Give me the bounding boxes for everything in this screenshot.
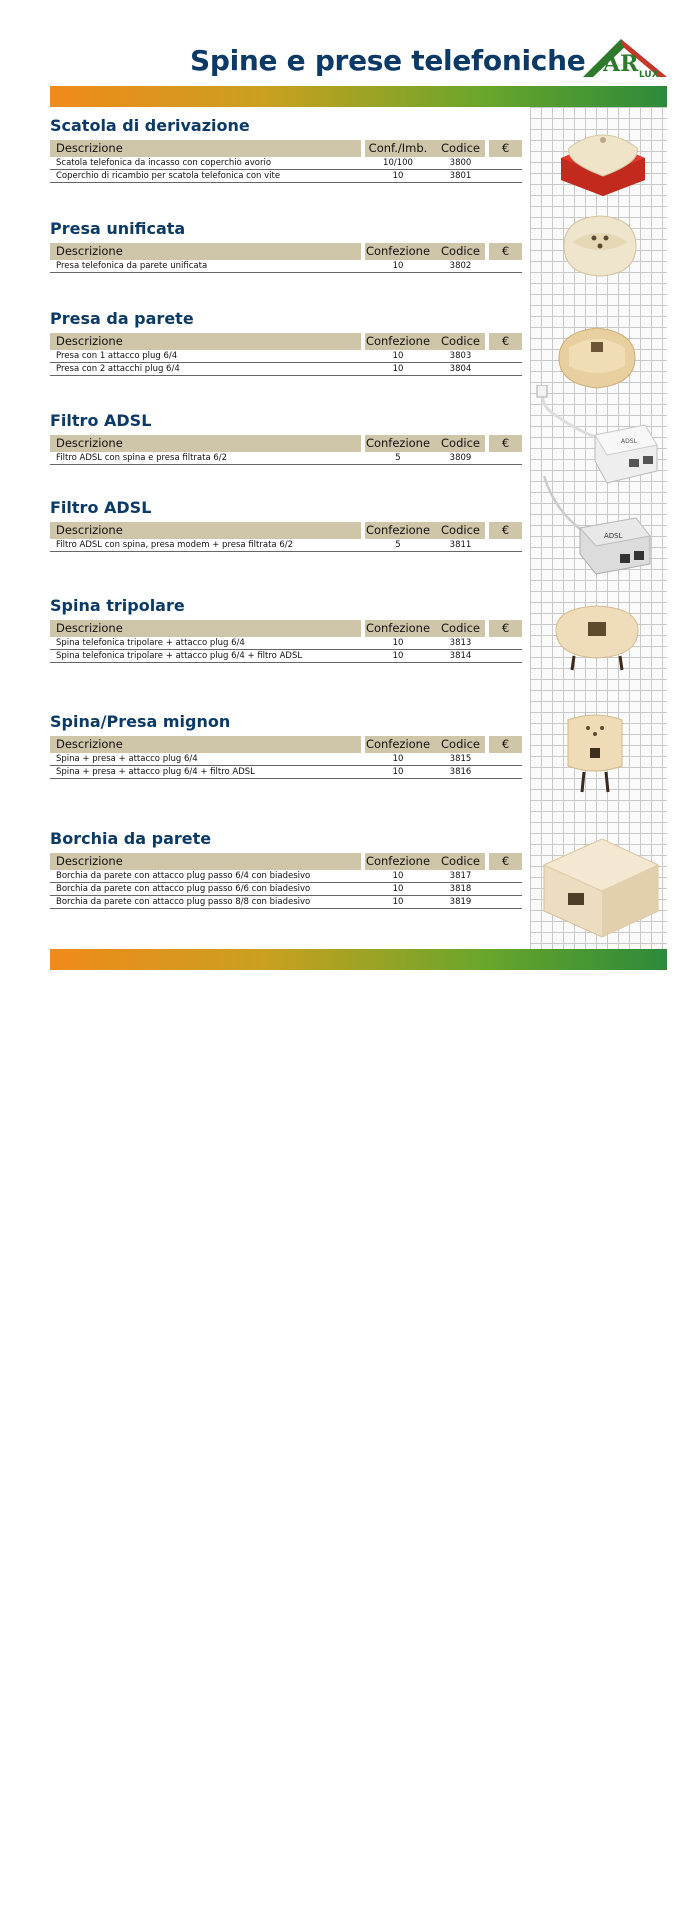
section-title: Filtro ADSL — [50, 498, 152, 517]
section-spina-tripolare — [50, 595, 522, 663]
table-row: Spina telefonica tripolare + attacco plug 6/4 10 3813 — [50, 637, 522, 650]
table-row: Filtro ADSL con spina e presa filtrata 6/2 5 3809 — [50, 452, 522, 465]
section-title: Scatola di derivazione — [50, 116, 250, 135]
logo-text: LUX — [639, 70, 659, 80]
column-header-euro: € — [489, 333, 522, 350]
table-header — [50, 243, 522, 260]
table-row: Filtro ADSL con spina, presa modem + presa filtrata 6/2 5 3811 — [50, 539, 522, 552]
table-header — [50, 333, 522, 350]
column-header-euro: € — [489, 736, 522, 753]
column-header-descrizione: Descrizione — [50, 140, 361, 157]
section-scatola-di-derivazione — [50, 115, 522, 183]
column-header-euro: € — [489, 435, 522, 452]
page-number: 69 — [611, 1901, 627, 1914]
table-header — [50, 736, 522, 753]
section-filtro-adsl — [50, 410, 522, 465]
column-header-codice: Codice — [436, 853, 485, 870]
column-header-confezione: Confezione — [365, 243, 483, 260]
column-header-codice: Codice — [436, 522, 485, 539]
logo-letters: AR — [603, 51, 639, 77]
table-row: Presa telefonica da parete unificata 10 3802 — [50, 260, 522, 273]
column-header-descrizione: Descrizione — [50, 243, 361, 260]
column-header-descrizione: Descrizione — [50, 620, 361, 637]
table-header — [50, 140, 522, 157]
table-header — [50, 522, 522, 539]
section-title: Spina/Presa mignon — [50, 712, 231, 731]
table-header — [50, 435, 522, 452]
column-header-confezione: Confezione — [365, 736, 483, 753]
column-header-codice: Codice — [436, 243, 485, 260]
section-filtro-adsl-modem — [50, 497, 522, 552]
brand-logo — [579, 33, 671, 81]
section-borchia-da-parete — [50, 828, 522, 909]
column-header-descrizione: Descrizione — [50, 333, 361, 350]
column-header-codice: Codice — [436, 736, 485, 753]
table-row: Presa con 2 attacchi plug 6/4 10 3804 — [50, 363, 522, 376]
tripolar-plug-image — [552, 600, 642, 672]
section-title: Filtro ADSL — [50, 411, 152, 430]
adsl-modem-filter-image — [540, 472, 660, 582]
column-header-codice: Codice — [436, 333, 485, 350]
adsl-label-large: ADSL — [604, 532, 623, 540]
column-header-euro: € — [489, 620, 522, 637]
section-title: Presa unificata — [50, 219, 186, 238]
column-header-euro: € — [489, 140, 522, 157]
section-title: Spina tripolare — [50, 596, 185, 615]
column-header-codice: Codice — [436, 435, 485, 452]
mignon-socket-image — [560, 710, 630, 795]
section-title: Presa da parete — [50, 309, 194, 328]
section-title: Borchia da parete — [50, 829, 212, 848]
section-presa-unificata — [50, 218, 522, 273]
column-header-codice: Codice — [436, 140, 485, 157]
table-row: Spina + presa + attacco plug 6/4 + filtro ADSL 10 3816 — [50, 766, 522, 779]
table-row: Borchia da parete con attacco plug passo 8/8 con biadesivo 10 3819 — [50, 896, 522, 909]
column-header-confezione: Confezione — [365, 522, 483, 539]
column-header-confezione: Confezione — [365, 333, 483, 350]
section-spina-presa-mignon — [50, 711, 522, 779]
adsl-label-small: ADSL — [621, 438, 637, 445]
junction-box-image — [555, 118, 650, 198]
column-header-euro: € — [489, 243, 522, 260]
column-header-confezione: Confezione — [365, 435, 483, 452]
column-header-confezione: Confezione — [365, 853, 483, 870]
table-row: Spina telefonica tripolare + attacco plug 6/4 + filtro ADSL 10 3814 — [50, 650, 522, 663]
column-header-descrizione: Descrizione — [50, 853, 361, 870]
column-header-confezione: Confezione — [365, 620, 483, 637]
table-header — [50, 620, 522, 637]
header-bar — [50, 86, 667, 107]
unified-socket-image — [560, 210, 640, 280]
wall-socket-image — [555, 318, 640, 390]
table-row: Scatola telefonica da incasso con coperchio avorio 10/100 3800 — [50, 157, 522, 170]
table-row: Spina + presa + attacco plug 6/4 10 3815 — [50, 753, 522, 766]
table-row: Borchia da parete con attacco plug passo 6/6 con biadesivo 10 3818 — [50, 883, 522, 896]
table-row: Borchia da parete con attacco plug passo 6/4 con biadesivo 10 3817 — [50, 870, 522, 883]
column-header-codice: Codice — [436, 620, 485, 637]
column-header-descrizione: Descrizione — [50, 435, 361, 452]
section-presa-da-parete — [50, 308, 522, 376]
footer-bar — [50, 949, 667, 1914]
wall-box-image — [538, 825, 663, 943]
table-row: Coperchio di ricambio per scatola telefonica con vite 10 3801 — [50, 170, 522, 183]
column-header-euro: € — [489, 853, 522, 870]
table-row: Presa con 1 attacco plug 6/4 10 3803 — [50, 350, 522, 363]
column-header-descrizione: Descrizione — [50, 736, 361, 753]
page-title: Spine e prese telefoniche — [190, 44, 586, 77]
column-header-descrizione: Descrizione — [50, 522, 361, 539]
column-header-confezione: Conf./Imb. — [365, 140, 483, 157]
column-header-euro: € — [489, 522, 522, 539]
table-header — [50, 853, 522, 870]
